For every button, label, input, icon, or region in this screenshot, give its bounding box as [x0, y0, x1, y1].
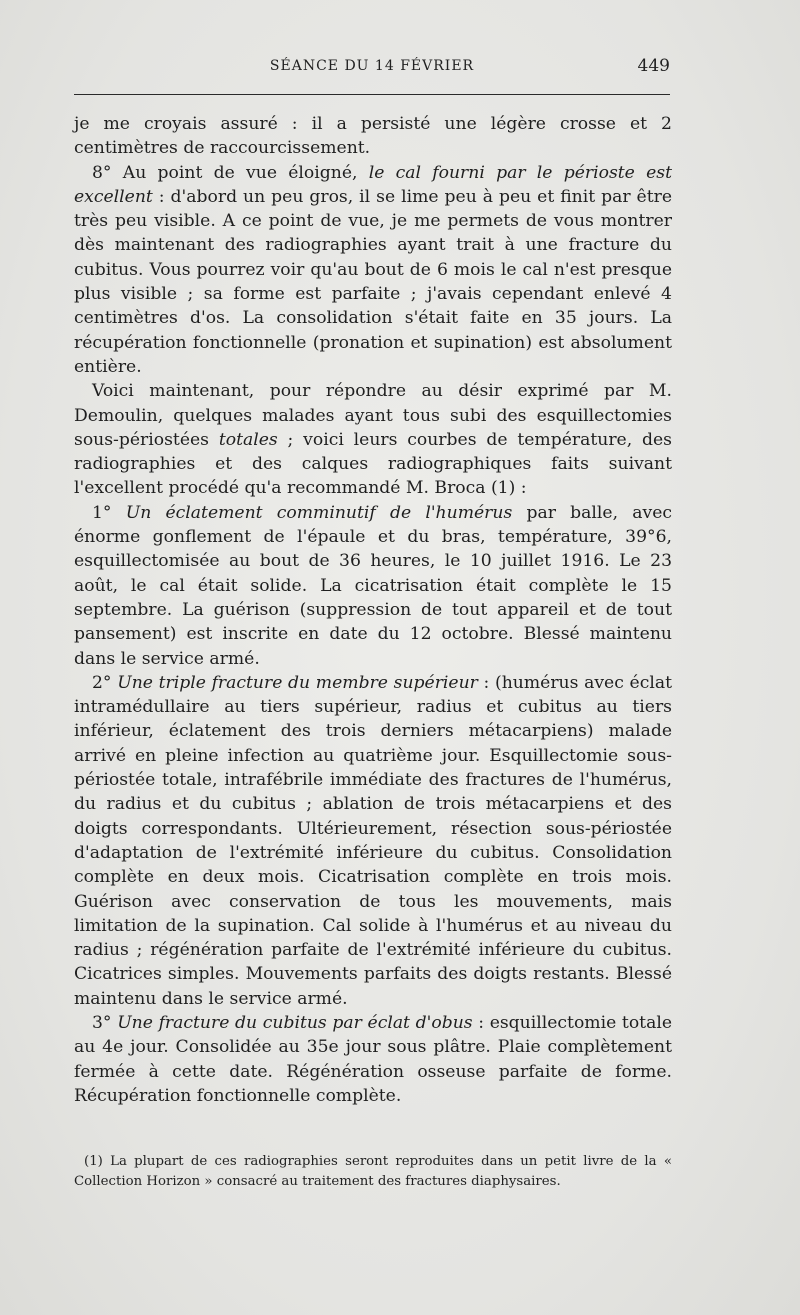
- case-1: [74, 501, 672, 671]
- header-rule: [74, 94, 670, 95]
- item-number: 2°: [92, 672, 118, 693]
- paragraph-8-lead: Au point de vue éloigné,: [122, 162, 369, 183]
- case-2-title: Une triple fracture du membre supérieur: [117, 672, 478, 693]
- item-number: 1°: [92, 502, 126, 523]
- paragraph-8: [74, 161, 672, 380]
- case-3-title: Une fracture du cubitus par éclat d'obus: [117, 1012, 473, 1033]
- paragraph-8-rest: : d'abord un peu gros, il se lime peu à peu et finit par être très peu visible. A ce point de vue, je me permets de vous montrer dès maintenant des radiographies ayant trait à une fracture du cubitus. Vous pourrez voir qu'au bout de 6 mois le cal n'est presque plus visible ; sa forme est parfaite ; j'avais cependant enlevé 4 centimètres d'os. La consolidation s'était faite en 35 jours. La récupération fonctionnelle (pronation et supination) est absolument entière.: [74, 186, 672, 377]
- paragraph-1: je me croyais assuré : il a persisté une légère crosse et 2 centimètres de raccourcissement.: [74, 114, 672, 159]
- case-1-title: Un éclatement comminutif de l'humérus: [125, 502, 513, 523]
- case-1-text: par balle, avec énorme gonflement de l'épaule et du bras, température, 39°6, esquillectomisée au bout de 36 heures, le 10 juillet 1916. Le 23 août, le cal était solide. La cicatrisation était complète le 15 septembre. La guérison (suppression de tout appareil et de tout pansement) est inscrite en date du 12 octobre. Blessé maintenu dans le service armé.: [74, 502, 672, 669]
- paragraph-voici-emphasis: totales: [218, 429, 278, 450]
- case-2-text: : (humérus avec éclat intramédullaire au tiers supérieur, radius et cubitus au tiers inférieur, éclatement des trois derniers métacarpiens) malade arrivé en pleine infection au quatrième jour. Esquillectomie sous-périostée totale, intrafébrile immédiate des fractures de l'humérus, du radius et du cubitus ; ablation de trois métacarpiens et des doigts correspondants. Ultérieurement, résection sous-périostée d'adaptation de l'extrémité inférieure du cubitus. Consolidation complète en deux mois. Cicatrisation complète en trois mois. Guérison avec conservation de tous les mouvements, mais limitation de la supination. Cal solide à l'humérus et au niveau du radius ; régénération parfaite de l'extrémité inférieure du cubitus. Cicatrices simples. Mouvements parfaits des doigts restants. Blessé maintenu dans le service armé.: [74, 672, 672, 1009]
- item-number: 8°: [92, 162, 123, 183]
- paragraph-voici: [74, 379, 672, 500]
- case-2: [74, 671, 672, 1011]
- item-number: 3°: [92, 1012, 118, 1033]
- running-header: [74, 56, 670, 80]
- footnote: [74, 1152, 672, 1192]
- case-3-text: : esquillectomie totale au 4e jour. Consolidée au 35e jour sous plâtre. Plaie complètement fermée à cette date. Régénération osseuse parfaite de forme. Récupération fonctionnelle complète.: [74, 1012, 672, 1106]
- page-number: 449: [637, 56, 670, 76]
- paragraph-8-emphasis: le cal fourni par le périoste est excellent: [74, 162, 673, 207]
- paragraph-voici-b: ; voici leurs courbes de température, des radiographies et des calques radiographiques faits suivant l'excellent procédé qu'a recommandé M. Broca (1) :: [74, 429, 672, 499]
- footnote-text: (1) La plupart de ces radiographies seront reproduites dans un petit livre de la « Collection Horizon » consacré au traitement des fractures diaphysaires.: [74, 1154, 672, 1189]
- body-text: [74, 112, 672, 1108]
- case-3: [74, 1011, 672, 1108]
- paragraph-voici-a: Voici maintenant, pour répondre au désir exprimé par M. Demoulin, quelques malades ayant tous subi des esquillectomies sous-périostées: [74, 381, 672, 450]
- running-title: SÉANCE DU 14 FÉVRIER: [269, 58, 475, 74]
